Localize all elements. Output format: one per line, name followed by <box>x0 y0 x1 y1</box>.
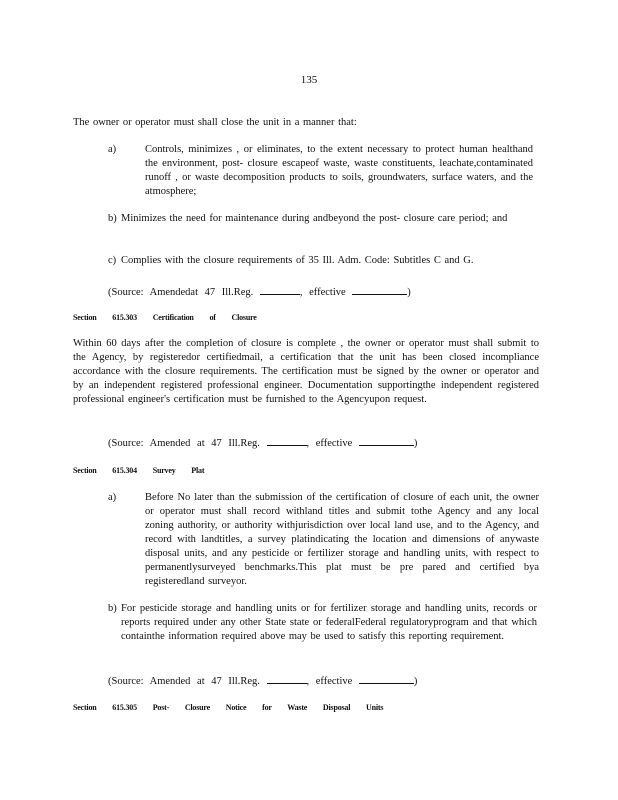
source-2-blank-a <box>267 435 307 446</box>
item-b-label: b) <box>108 213 117 224</box>
source-note-3 <box>108 673 417 689</box>
section-303-number: Section 615.303 <box>73 313 137 322</box>
source-3-blank-b <box>359 673 414 684</box>
section-303-heading <box>73 311 257 325</box>
source-note-1 <box>108 284 411 300</box>
section-305-heading <box>73 701 383 715</box>
source-2-prefix: (Source: Amended at 47 Ill.Reg. <box>108 438 260 449</box>
source-2-mid: , effective <box>306 438 353 449</box>
item-a-text: Controls, minimizes , or eliminates, to the extent necessary to protect human healthand the environment, post- closure escapeof waste, waste constituents, leachate,contaminated runoff , or waste decomposition products to soils, groundwaters, surface waters, and the atmosphere; <box>145 144 533 197</box>
section-303-title: Certification of Closure <box>152 313 257 322</box>
source-1-prefix: (Source: Amendedat 47 Ill.Reg. <box>108 287 254 298</box>
section-305-number: Section 615.305 <box>73 703 137 712</box>
section-304-title: Survey Plat <box>152 466 205 475</box>
intro-paragraph: The owner or operator must shall close the unit in a manner that: <box>73 117 357 128</box>
source-3-blank-a <box>267 673 307 684</box>
source-3-mid: , effective <box>306 676 353 687</box>
item-304b-label: b) <box>108 603 117 614</box>
item-304a-text: Before No later than the submission of the certification of closure of each unit, the owner or operator must shall record withland titles and submit tothe Agency and any local zoning authority, or authority withjurisdiction over local land use, and to the Agency, and record with landtitles, a survey platindicating the location and dimensions of anywaste disposal units, and any pesticide or fertilizer storage and handling units, with respect to permanentlysurveyed benchmarks.This plat must be pre pared and certified bya registeredland surveyor. <box>145 492 539 587</box>
source-1-mid: , effective <box>299 287 346 298</box>
source-1-end: ) <box>407 287 411 298</box>
source-1-blank-a <box>260 284 300 295</box>
item-b-text: Minimizes the need for maintenance during andbeyond the post- closure care period; and <box>121 213 508 224</box>
item-c-label: c) <box>108 255 117 266</box>
item-c-text: Complies with the closure requirements of 35 Ill. Adm. Code: Subtitles C and G. <box>121 255 474 266</box>
item-304a-label: a) <box>108 492 117 503</box>
item-a-label: a) <box>108 144 117 155</box>
section-304-heading <box>73 464 204 478</box>
source-2-end: ) <box>413 438 418 449</box>
item-304b-text: For pesticide storage and handling units or for fertilizer storage and handling units, records or reports required under any other State state or federalFederal regulatoryprogram and that which containthe information required above may be used to satisfy this reporting requirement. <box>121 603 537 642</box>
section-305-title: Post- Closure Notice for Waste Disposal Units <box>152 703 384 712</box>
source-2-blank-b <box>359 435 414 446</box>
source-note-2 <box>108 435 417 451</box>
section-303-paragraph: Within 60 days after the completion of closure is complete , the owner or operator must shall submit to the Agency, by registeredor certifiedmail, a certification that the unit has been closed incompliance accordance with the closure requirements. The certification must be signed by the owner or operator and by an independent registered professional engineer. Documentation supportingthe independent registered professional engineer's certification must be furnished to the Agencyupon request. <box>73 338 539 405</box>
source-3-prefix: (Source: Amended at 47 Ill.Reg. <box>108 676 260 687</box>
page-number: 135 <box>300 74 318 86</box>
source-3-end: ) <box>413 676 418 687</box>
section-304-number: Section 615.304 <box>73 466 137 475</box>
source-1-blank-b <box>352 284 407 295</box>
